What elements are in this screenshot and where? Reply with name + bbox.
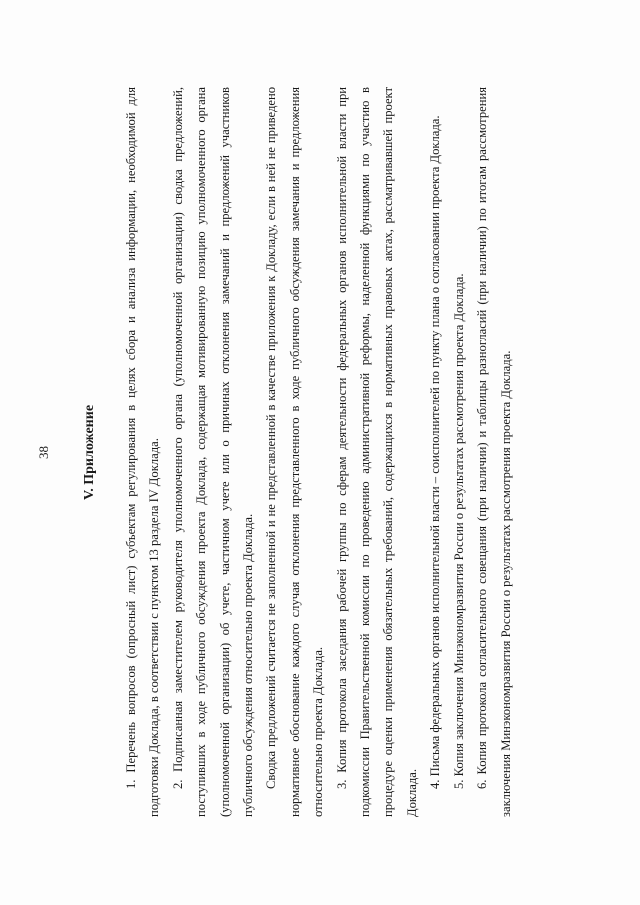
paragraph-summary-note: Сводка предложений считается не заполненной и не представленной в качестве приложения к Докладу, если в ней не приведено нормативное обоснование каждого случая отклонения представленного в ходе публичного обсуждения замечания и предложения относительно проекта Доклада. <box>264 87 326 817</box>
paragraph-item-1: 1. Перечень вопросов (опросный лист) субъектам регулирования в целях сбора и анализа информации, необходимой для подготовки Доклада, в соответствии с пунктом 13 раздела IV Доклада. <box>124 87 162 817</box>
paragraph-item-5: 5. Копия заключения Минэкономразвития России о результатах рассмотрения проекта Доклада. <box>451 273 466 789</box>
paragraph-item-6: 6. Копия протокола согласительного совещания (при наличии) и таблицы разногласий (при наличии) по итогам рассмотрения заключения Минэкономразвития России о результатах рассмотрения проекта Доклада. <box>475 87 513 817</box>
section-title: V. Приложение <box>82 404 97 501</box>
paragraph-item-4: 4. Письма федеральных органов исполнительной власти – соисполнителей по пункту плана о согласовании проекта Доклада. <box>428 115 443 789</box>
paragraph-item-2: 2. Подписанная заместителем руководителя уполномоченного органа (уполномоченной организации) сводка предложений, поступивших в ходе публичного обсуждения проекта Доклада, содержащая мотивированную позицию уполномоченного органа (уполномоченной организации) об учете, частичном учете или о причинах отклонения замечаний и предложений участников публичного обсуждения относительно проекта Доклада. <box>170 87 256 817</box>
body-text <box>120 87 518 817</box>
page-number: 38 <box>36 446 51 459</box>
paragraph-item-3: 3. Копия протокола заседания рабочей группы по сферам деятельности федеральных органов исполнительной власти при подкомиссии Правительственной комиссии по проведению административной реформы, наделенной функциями по участию в процедуре оценки применения обязательных требований, содержащихся в нормативных правовых актах, рассматривавшей проект Доклада. <box>334 87 419 817</box>
